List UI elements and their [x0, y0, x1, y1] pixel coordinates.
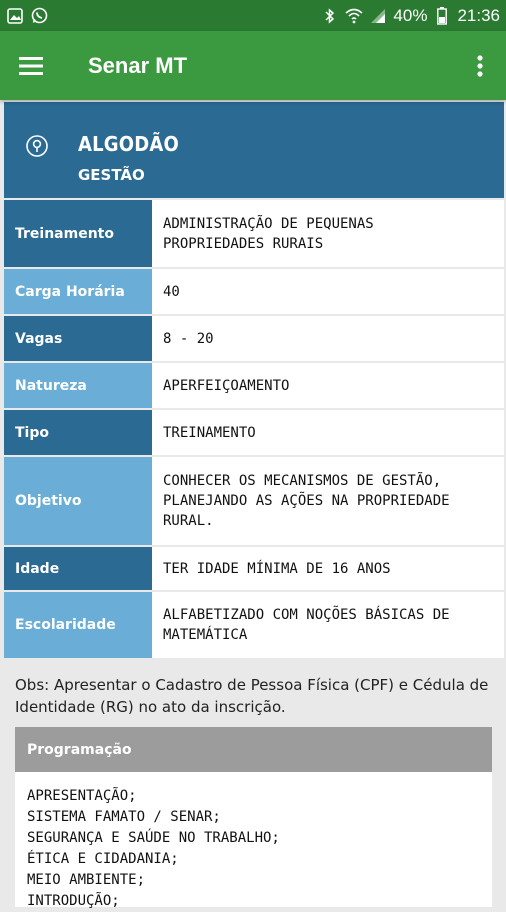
programacao-card [15, 727, 492, 907]
detail-value: 8 - 20 [152, 315, 504, 362]
menu-button[interactable] [0, 31, 62, 100]
detail-row-natureza [4, 362, 504, 409]
detail-value: ALFABETIZADO COM NOÇÕES BÁSICAS DE MATEMÁTICA [152, 591, 504, 658]
course-detail-content[interactable] [0, 100, 506, 909]
detail-value: APERFEIÇOAMENTO [152, 362, 504, 409]
detail-row-carga-horaria [4, 268, 504, 315]
observation-note: Obs: Apresentar o Cadastro de Pessoa Física (CPF) e Cédula de Identidade (RG) no ato da inscrição. [15, 676, 489, 716]
detail-value: ADMINISTRAÇÃO DE PEQUENAS PROPRIEDADES RURAIS [152, 199, 504, 268]
whatsapp-notification-icon [30, 7, 48, 25]
detail-label: Tipo [4, 409, 152, 456]
programacao-item: INTRODUÇÃO; [27, 893, 120, 909]
detail-row-idade [4, 546, 504, 591]
detail-label: Vagas [4, 315, 152, 362]
course-header [4, 102, 504, 198]
detail-value: TREINAMENTO [152, 409, 504, 456]
status-bar [0, 0, 506, 31]
clock: 21:36 [457, 5, 500, 25]
programacao-title: Programação [15, 727, 492, 772]
gallery-notification-icon [6, 7, 24, 25]
overflow-menu-button[interactable] [454, 31, 506, 100]
programacao-list [15, 772, 492, 912]
detail-row-escolaridade [4, 591, 504, 658]
programacao-item: MEIO AMBIENTE; [27, 872, 146, 888]
detail-row-treinamento [4, 199, 504, 268]
detail-label: Escolaridade [4, 591, 152, 658]
battery-percent: 40% [393, 5, 428, 25]
signal-icon [369, 7, 387, 25]
programacao-item: SEGURANÇA E SAÚDE NO TRABALHO; [27, 830, 280, 846]
programacao-item: SISTEMA FAMATO / SENAR; [27, 809, 221, 825]
hamburger-menu-icon [19, 57, 43, 75]
location-pin-icon [24, 134, 50, 160]
detail-row-vagas [4, 315, 504, 362]
detail-label: Treinamento [4, 199, 152, 268]
detail-row-objetivo [4, 456, 504, 546]
course-name: ALGODÃO [78, 132, 180, 156]
course-category: GESTÃO [78, 166, 145, 184]
detail-label: Natureza [4, 362, 152, 409]
programacao-item: ÉTICA E CIDADANIA; [27, 851, 179, 867]
detail-label: Carga Horária [4, 268, 152, 315]
detail-value: 40 [152, 268, 504, 315]
detail-label: Idade [4, 546, 152, 591]
course-details-table [4, 198, 504, 658]
app-bar [0, 31, 506, 100]
detail-value: TER IDADE MÍNIMA DE 16 ANOS [152, 546, 504, 591]
app-title: Senar MT [88, 52, 188, 78]
more-vertical-icon [477, 55, 483, 77]
battery-icon [433, 7, 451, 25]
detail-row-tipo [4, 409, 504, 456]
programacao-item: APRESENTAÇÃO; [27, 788, 137, 804]
bluetooth-icon [321, 7, 339, 25]
detail-value: CONHECER OS MECANISMOS DE GESTÃO, PLANEJANDO AS AÇÕES NA PROPRIEDADE RURAL. [152, 456, 504, 546]
wifi-icon [345, 7, 363, 25]
detail-label: Objetivo [4, 456, 152, 546]
